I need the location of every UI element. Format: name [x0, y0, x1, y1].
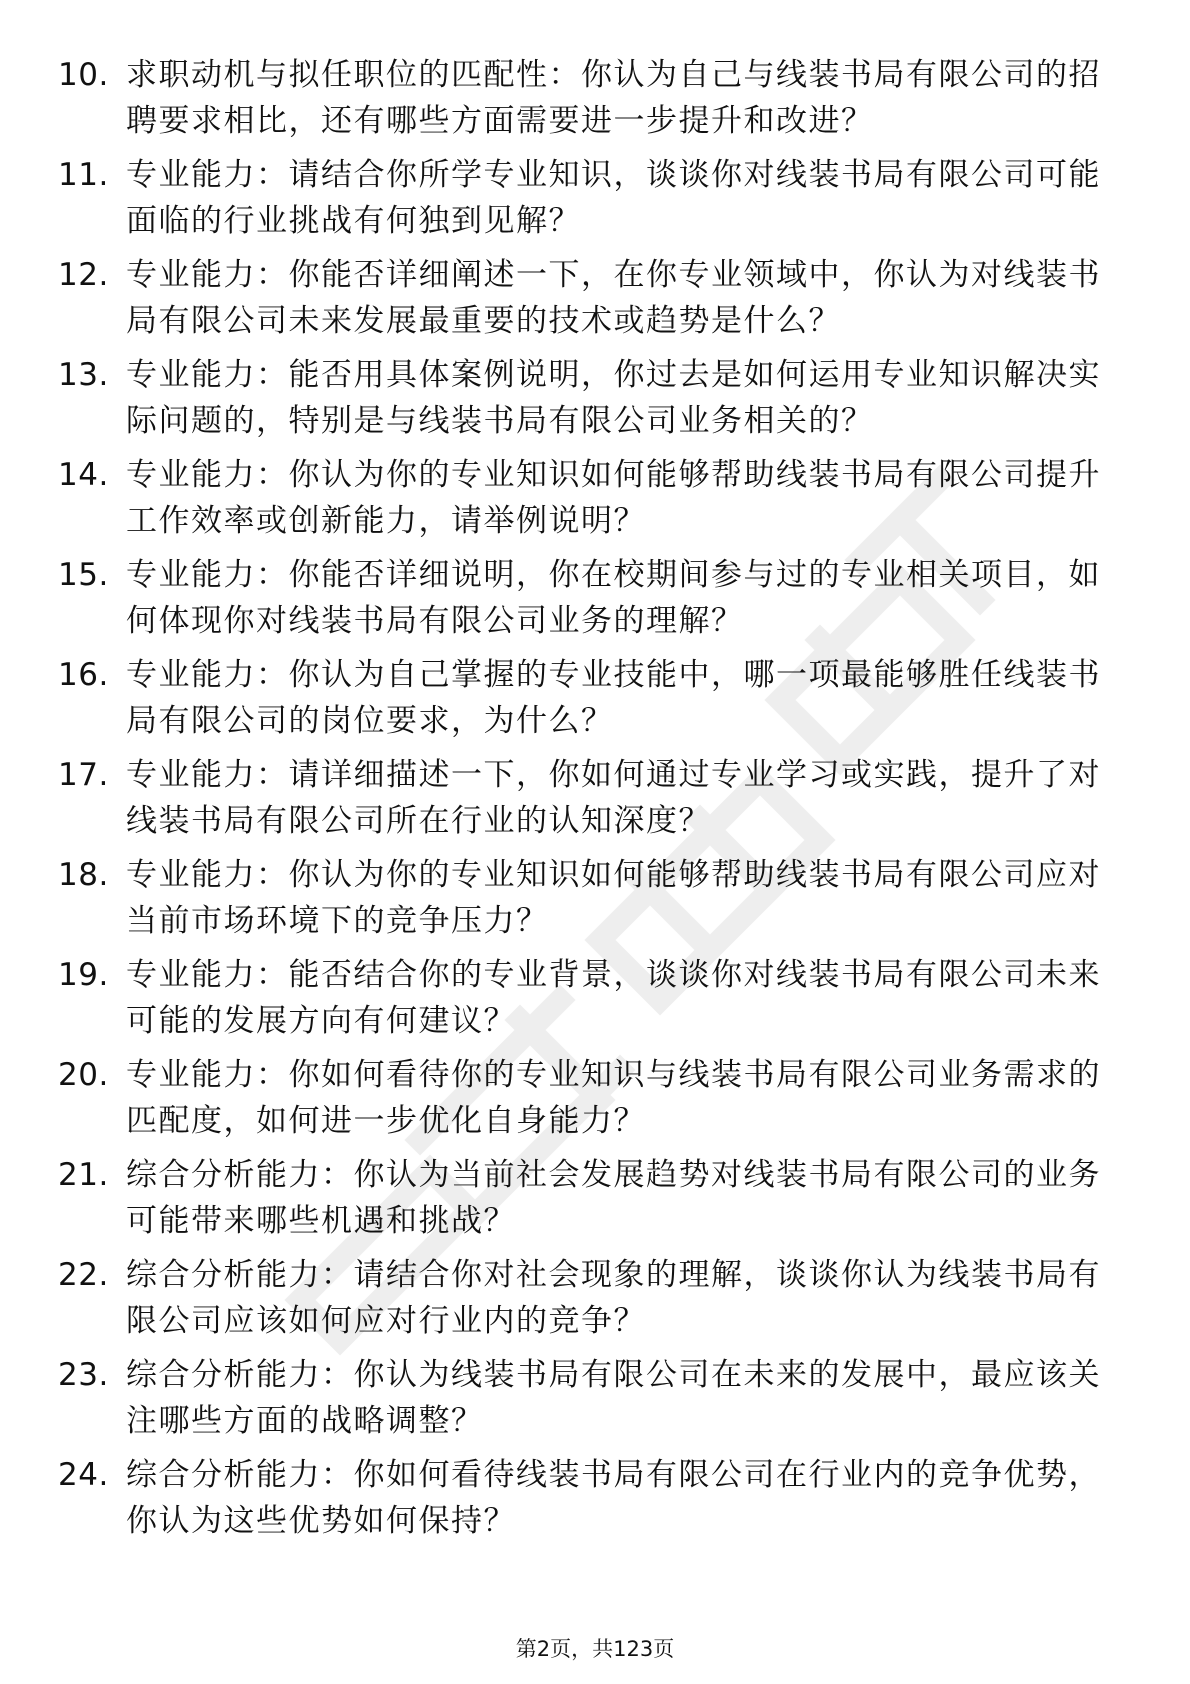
question-number: 17.	[58, 757, 109, 793]
question-item-19	[58, 952, 1108, 1052]
question-number: 11.	[58, 157, 109, 193]
question-number: 16.	[58, 657, 109, 693]
question-text: 求职动机与拟任职位的匹配性：你认为自己与线装书局有限公司的招聘要求相比，还有哪些方面需要进一步提升和改进？	[126, 57, 1101, 139]
question-item-18	[58, 852, 1108, 952]
question-item-20	[58, 1052, 1108, 1152]
question-item-21	[58, 1152, 1108, 1252]
question-text: 专业能力：你认为你的专业知识如何能够帮助线装书局有限公司应对当前市场环境下的竞争压力？	[126, 857, 1101, 939]
question-text: 专业能力：你认为自己掌握的专业技能中，哪一项最能够胜任线装书局有限公司的岗位要求，为什么？	[126, 657, 1101, 739]
question-list	[58, 52, 1108, 1552]
question-text: 专业能力：请结合你所学专业知识，谈谈你对线装书局有限公司可能面临的行业挑战有何独到见解？	[126, 157, 1101, 239]
question-number: 24.	[58, 1457, 109, 1493]
question-item-10	[58, 52, 1108, 152]
question-text: 专业能力：能否用具体案例说明，你过去是如何运用专业知识解决实际问题的，特别是与线装书局有限公司业务相关的？	[126, 357, 1101, 439]
question-number: 20.	[58, 1057, 109, 1093]
question-text: 综合分析能力：请结合你对社会现象的理解，谈谈你认为线装书局有限公司应该如何应对行业内的竞争？	[126, 1257, 1101, 1339]
question-item-13	[58, 352, 1108, 452]
question-number: 21.	[58, 1157, 109, 1193]
question-number: 13.	[58, 357, 109, 393]
question-item-15	[58, 552, 1108, 652]
question-text: 专业能力：你能否详细阐述一下，在你专业领域中，你认为对线装书局有限公司未来发展最重要的技术或趋势是什么？	[126, 257, 1101, 339]
question-item-24	[58, 1452, 1108, 1552]
question-text: 综合分析能力：你认为当前社会发展趋势对线装书局有限公司的业务可能带来哪些机遇和挑战？	[126, 1157, 1101, 1239]
question-text: 专业能力：你如何看待你的专业知识与线装书局有限公司业务需求的匹配度，如何进一步优化自身能力？	[126, 1057, 1101, 1139]
question-number: 19.	[58, 957, 109, 993]
question-item-22	[58, 1252, 1108, 1352]
question-number: 10.	[58, 57, 109, 93]
question-text: 专业能力：请详细描述一下，你如何通过专业学习或实践，提升了对线装书局有限公司所在行业的认知深度？	[126, 757, 1101, 839]
question-text: 综合分析能力：你如何看待线装书局有限公司在行业内的竞争优势，你认为这些优势如何保持？	[126, 1457, 1101, 1539]
question-number: 12.	[58, 257, 109, 293]
question-text: 专业能力：能否结合你的专业背景，谈谈你对线装书局有限公司未来可能的发展方向有何建议？	[126, 957, 1101, 1039]
question-number: 22.	[58, 1257, 109, 1293]
question-number: 14.	[58, 457, 109, 493]
question-item-23	[58, 1352, 1108, 1452]
question-item-16	[58, 652, 1108, 752]
question-item-14	[58, 452, 1108, 552]
page-footer	[0, 1634, 1190, 1664]
question-text: 综合分析能力：你认为线装书局有限公司在未来的发展中，最应该关注哪些方面的战略调整？	[126, 1357, 1101, 1439]
question-number: 18.	[58, 857, 109, 893]
question-item-11	[58, 152, 1108, 252]
question-item-12	[58, 252, 1108, 352]
page-number-label: 第2页，共123页	[515, 1637, 675, 1661]
question-number: 23.	[58, 1357, 109, 1393]
question-text: 专业能力：你能否详细说明，你在校期间参与过的专业相关项目，如何体现你对线装书局有限公司业务的理解？	[126, 557, 1101, 639]
question-number: 15.	[58, 557, 109, 593]
question-item-17	[58, 752, 1108, 852]
question-text: 专业能力：你认为你的专业知识如何能够帮助线装书局有限公司提升工作效率或创新能力，请举例说明？	[126, 457, 1101, 539]
